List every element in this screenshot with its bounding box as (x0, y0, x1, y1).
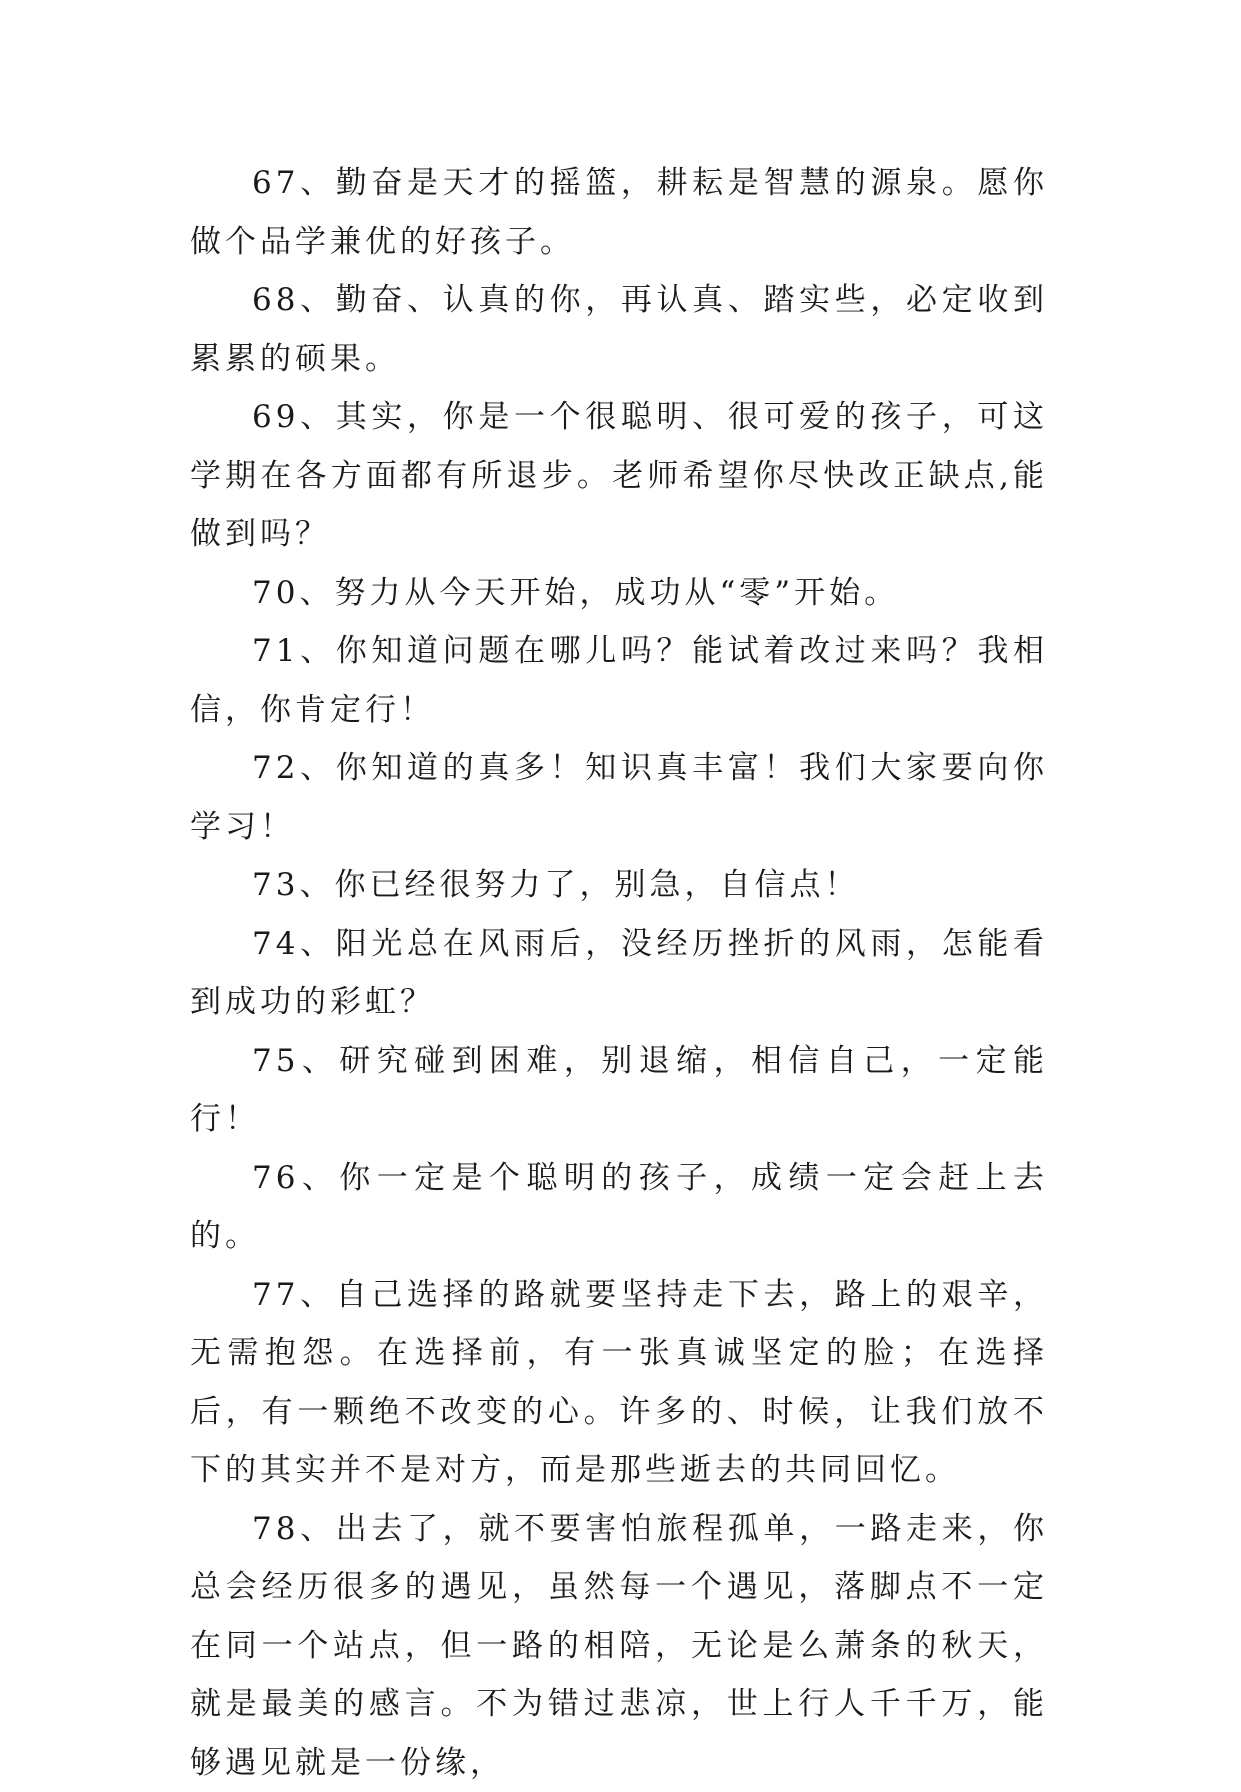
paragraph-72: 72、你知道的真多！知识真丰富！我们大家要向你学习！ (190, 739, 1048, 856)
paragraph-70: 70、努力从今天开始，成功从“零”开始。 (190, 564, 1048, 623)
paragraph-76: 76、你一定是个聪明的孩子，成绩一定会赶上去的。 (190, 1149, 1048, 1266)
paragraph-77: 77、自己选择的路就要坚持走下去，路上的艰辛，无需抱怨。在选择前，有一张真诚坚定的脸；在选择后，有一颗绝不改变的心。许多的、时候，让我们放不下的其实并不是对方，而是那些逝去的共同回忆。 (190, 1266, 1048, 1500)
paragraph-69: 69、其实，你是一个很聪明、很可爱的孩子，可这学期在各方面都有所退步。老师希望你尽快改正缺点,能做到吗？ (190, 388, 1048, 564)
paragraph-78: 78、出去了，就不要害怕旅程孤单，一路走来，你总会经历很多的遇见，虽然每一个遇见，落脚点不一定在同一个站点，但一路的相陪，无论是么萧条的秋天，就是最美的感言。不为错过悲凉，世上行人千千万，能够遇见就是一份缘， (190, 1500, 1048, 1792)
paragraph-68: 68、勤奋、认真的你，再认真、踏实些，必定收到累累的硕果。 (190, 271, 1048, 388)
paragraph-73: 73、你已经很努力了，别急，自信点！ (190, 856, 1048, 915)
paragraph-74: 74、阳光总在风雨后，没经历挫折的风雨，怎能看到成功的彩虹？ (190, 915, 1048, 1032)
paragraph-67: 67、勤奋是天才的摇篮，耕耘是智慧的源泉。愿你做个品学兼优的好孩子。 (190, 154, 1048, 271)
paragraph-75: 75、研究碰到困难，别退缩，相信自己，一定能行！ (190, 1032, 1048, 1149)
document-body (190, 154, 1048, 1792)
paragraph-71: 71、你知道问题在哪儿吗？能试着改过来吗？我相信，你肯定行！ (190, 622, 1048, 739)
